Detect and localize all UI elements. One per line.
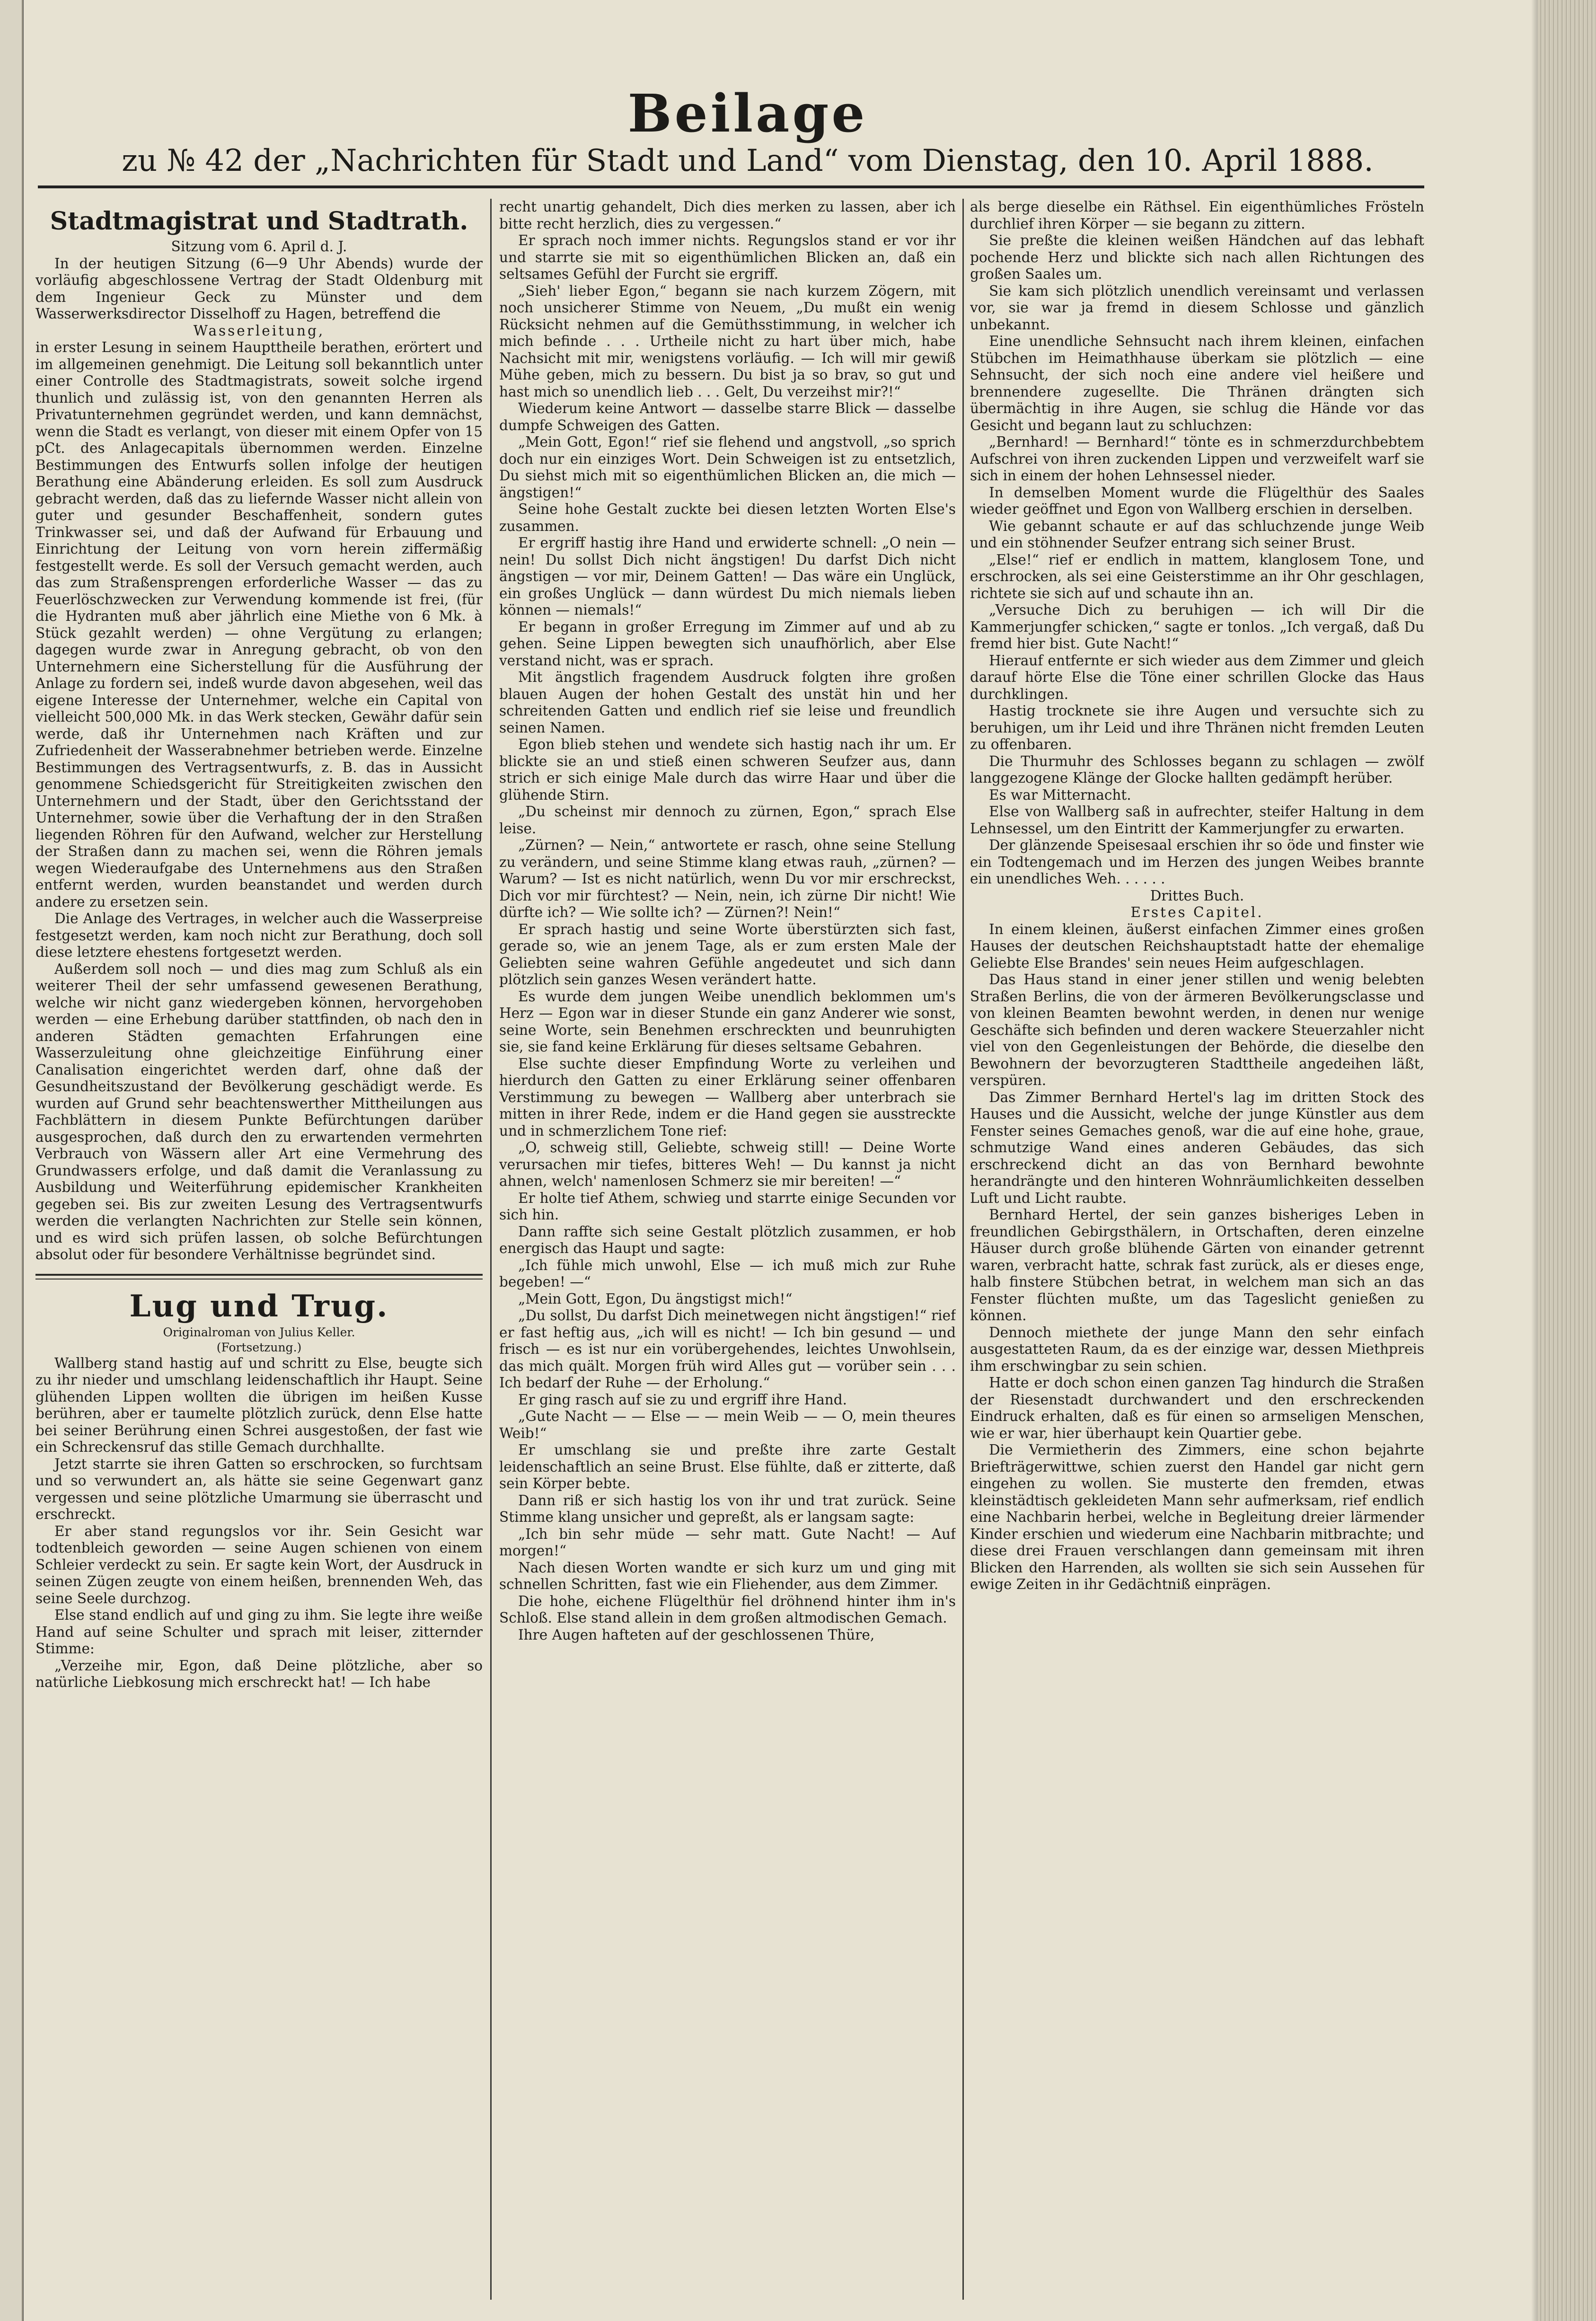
serial-paragraph: Dann riß er sich hastig los von ihr und trat zurück. Seine Stimme klang unsicher und gepreßt, als er langsam sagte: xyxy=(499,1492,956,1525)
article-paragraph: Außerdem soll noch — und dies mag zum Schluß als ein weiterer Theil der sehr umfassend gewesenen Berathung, welche wir nicht ganz wiedergeben können, hervorgehoben werden — eine Erhebung darüber stattfinden, ob nach den in anderen Städten gemachten Erfahrungen eine Wasserzuleitung ohne gleichzeitige Einführung einer Canalisation eingerichtet werden darf, ohne daß der Gesundheitszustand der Bevölkerung geschädigt werde. Es wurden auf Grund sehr beachtenswerther Mittheilungen aus Fachblättern in diesem Punkte Befürchtungen darüber ausgesprochen, daß durch den zu erwartenden vermehrten Verbrauch von Wässern aller Art eine Vermehrung des Grundwassers erfolge, und daß damit die Veranlassung zu Ausbildung und Weiterführung epidemischer Krankheiten gegeben sei. Bis zur zweiten Lesung des Vertragsentwurfs werden die verlangten Nachrichten zur Stelle sein können, und es wird sich prüfen lassen, ob solche Befürchtungen absolut oder für besondere Verhältnisse begründet sind. xyxy=(35,961,483,1262)
session-date: Sitzung vom 6. April d. J. xyxy=(171,238,347,255)
serial-title: Lug und Trug. xyxy=(129,1288,389,1324)
serial-paragraph: Hastig trocknete sie ihre Augen und versuchte sich zu beruhigen, um ihr Leid und ihre Thränen nicht fremden Leuten zu offenbaren. xyxy=(970,703,1424,752)
serial-paragraph: Else stand endlich auf und ging zu ihm. Sie legte ihre weiße Hand auf seine Schulter und sprach mit leiser, zitternder Stimme: xyxy=(35,1607,483,1657)
serial-paragraph: Er umschlang sie und preßte ihre zarte Gestalt leidenschaftlich an seine Brust. Else fühlte, daß er zitterte, daß sein Körper bebte. xyxy=(499,1442,956,1491)
article-paragraph: in erster Lesung in seinem Haupttheile berathen, erörtert und im allgemeinen genehmigt. Die Leitung soll bekanntlich unter einer Controlle des Stadtmagistrats, soweit solche irgend thunlich und zulässig ist, von den genannten Herren als Privatunternehmen gegründet werden, und kann demnächst, wenn die Stadt es verlangt, von dieser mit einem Opfer von 15 pCt. des Anlagecapitals übernommen werden. Einzelne Bestimmungen des Entwurfs sollen infolge der heutigen Berathung eine Abänderung erleiden. Es soll zum Ausdruck gebracht werden, daß das zu liefernde Wasser nicht allein von guter und gesunder Beschaffenheit, sondern gutes Trinkwasser sei, und daß der Aufwand für Erbauung und Einrichtung der Leitung von vorn herein ziffermäßig festgestellt werde. Es soll der Versuch gemacht werden, auch das zum Straßensprengen erforderliche Wasser — das zu Feuerlöschzwecken zur Verwendung kommende ist frei, (für die Hydranten muß aber jährlich eine Miethe von 6 Mk. à Stück gezahlt werden) — ohne Vergütung zu erlangen; dagegen wurde zwar in Anregung gebracht, ob von den Unternehmern eine Sicherstellung für die Ausführung der Anlage zu fordern sei, indeß wurde davon abgesehen, weil das eigene Interesse der Unternehmer, welche ein Capital von vielleicht 500,000 Mk. in das Werk stecken, Gewähr dafür sein werde, daß ihr Unternehmen nach Kräften und zur Zufriedenheit der Wasserabnehmer betrieben werde. Einzelne Bestimmungen des Vertragsentwurfs, z. B. das in Aussicht genommene Schiedsgericht für Streitigkeiten zwischen den Unternehmern und der Stadt, über den Gerichtsstand der Unternehmer, sowie über die Verhaftung der in den Straßen liegenden Röhren für den Aufwand, welcher zur Herstellung der Straßen dann zu machen sei, wenn die Röhren jemals wegen Wiederaufgabe des Unternehmens aus den Straßen entfernt werden, wurden beanstandet und werden durch andere zu ersetzen sein. xyxy=(35,339,483,910)
serial-paragraph: Dennoch miethete der junge Mann den sehr einfach ausgestatteten Raum, da es der einzige war, dessen Miethpreis ihm erschwingbar zu sein schien. xyxy=(970,1324,1424,1374)
serial-paragraph: Egon blieb stehen und wendete sich hastig nach ihr um. Er blickte sie an und stieß einen schweren Seufzer aus, dann strich er sich einige Male durch das wirre Haar und über die glühende Stirn. xyxy=(499,736,956,803)
serial-paragraph: Der glänzende Speisesaal erschien ihr so öde und finster wie ein Todtengemach und im Herzen des jungen Weibes brannte ein unendliches Weh. . . . . . xyxy=(970,837,1424,887)
serial-paragraph: Es war Mitternacht. xyxy=(989,786,1131,803)
serial-paragraph: Die hohe, eichene Flügelthür fiel dröhnend hinter ihm in's Schloß. Else stand allein in dem großen altmodischen Gemach. xyxy=(499,1593,956,1626)
serial-byline: Originalroman von Julius Keller. xyxy=(163,1325,355,1339)
serial-paragraph: Hierauf entfernte er sich wieder aus dem Zimmer und gleich darauf hörte Else die Töne einer schrillen Glocke das Haus durchklingen. xyxy=(970,652,1424,702)
serial-paragraph: In einem kleinen, äußerst einfachen Zimmer eines großen Hauses der deutschen Reichshauptstadt hatte der ehemalige Geliebte Else Brandes' sein neues Heim aufgeschlagen. xyxy=(970,921,1424,971)
chapter-heading: Erstes Capitel. xyxy=(1130,904,1264,920)
article-subhead: Wasserleitung, xyxy=(193,322,325,339)
serial-paragraph: Die Thurmuhr des Schlosses begann zu schlagen — zwölf langgezogene Klänge der Glocke hallten gedämpft herüber. xyxy=(970,753,1424,786)
column-rule-1 xyxy=(490,199,492,2300)
serial-paragraph: Die Vermietherin des Zimmers, eine schon bejahrte Briefträgerwittwe, schien zuerst den Handel gar nicht gern eingehen zu wollen. Sie musterte den fremden, etwas kleinstädtisch gekleideten Mann sehr aufmerksam, rief endlich eine Nachbarin herbei, welche in Begleitung dreier lärmender Kinder erschien und wiederum eine Nachbarin mitbrachte; und diese drei Frauen verschlangen dann gemeinsam mit ihren Blicken den Harrenden, als wollten sie sich sein Aussehen für ewige Zeiten in ihr Gedächtniß einprägen. xyxy=(970,1442,1424,1592)
serial-paragraph: „Else!“ rief er endlich in mattem, klanglosem Tone, und erschrocken, als sei eine Geisterstimme an ihr Ohr geschlagen, richtete sie sich auf und schaute ihn an. xyxy=(970,551,1424,601)
serial-paragraph: Nach diesen Worten wandte er sich kurz um und ging mit schnellen Schritten, fast wie ein Fliehender, aus dem Zimmer. xyxy=(499,1559,956,1592)
serial-paragraph: Seine hohe Gestalt zuckte bei diesen letzten Worten Else's zusammen. xyxy=(499,501,956,534)
issue-line: zu № 42 der „Nachrichten für Stadt und Land“ vom Dienstag, den 10. April 1888. xyxy=(122,143,1374,178)
serial-paragraph: „Ich fühle mich unwohl, Else — ich muß mich zur Ruhe begeben! —“ xyxy=(499,1257,956,1290)
serial-paragraph: Er begann in großer Erregung im Zimmer auf und ab zu gehen. Seine Lippen bewegten sich unaufhörlich, aber Else verstand nicht, was er sprach. xyxy=(499,618,956,669)
book-heading: Drittes Buch. xyxy=(1150,887,1244,904)
serial-paragraph: Else von Wallberg saß in aufrechter, steifer Haltung in dem Lehnsessel, um den Eintritt der Kammerjungfer zu erwarten. xyxy=(970,803,1424,837)
section-title: Stadtmagistrat und Stadtrath. xyxy=(50,207,468,236)
serial-paragraph: Er holte tief Athem, schwieg und starrte einige Secunden vor sich hin. xyxy=(499,1190,956,1223)
serial-paragraph: Das Zimmer Bernhard Hertel's lag im dritten Stock des Hauses und die Aussicht, welche der junge Künstler aus dem Fenster seines Gemaches genoß, war die auf eine hohe, graue, schmutzige Wand eines anderen Gebäudes, das sich erschreckend dicht an das von Bernhard bewohnte herandrängte und den hinteren Wohnräumlichkeiten desselben Luft und Licht raubte. xyxy=(970,1089,1424,1206)
serial-continuation: (Fortsetzung.) xyxy=(216,1340,302,1354)
serial-paragraph: Jetzt starrte sie ihren Gatten so erschrocken, so furchtsam und so verwundert an, als hätte sie seine Gegenwart ganz vergessen und seine plötzliche Umarmung sie überrascht und erschreckt. xyxy=(35,1456,483,1522)
serial-paragraph: „Bernhard! — Bernhard!“ tönte es in schmerzdurchbebtem Aufschrei von ihren zuckenden Lippen und verzweifelt warf sie sich in einem der hohen Lehnsessel nieder. xyxy=(970,434,1424,484)
serial-paragraph: Else suchte dieser Empfindung Worte zu verleihen und hierdurch den Gatten zu einer Erklärung seiner offenbaren Verstimmung zu bewegen — Wallberg aber unterbrach sie mitten in ihrer Rede, indem er die Hand gegen sie ausstreckte und in schmerzlichem Tone rief: xyxy=(499,1055,956,1139)
article-paragraph: In der heutigen Sitzung (6—9 Uhr Abends) wurde der vorläufig abgeschlossene Vertrag der Stadt Oldenburg mit dem Ingenieur Geck zu Münster und dem Wasserwerksdirector Disselhoff zu Hagen, betreffend die xyxy=(35,255,483,322)
stacked-page-edges xyxy=(1538,0,1596,2321)
column-2 xyxy=(499,199,956,2300)
column-3 xyxy=(970,199,1424,2300)
section-divider-thin xyxy=(35,1279,483,1280)
serial-paragraph: „Du scheinst mir dennoch zu zürnen, Egon,“ sprach Else leise. xyxy=(499,803,956,837)
serial-paragraph: recht unartig gehandelt, Dich dies merken zu lassen, aber ich bitte recht herzlich, dies zu vergessen.“ xyxy=(499,199,956,232)
left-page-edge xyxy=(0,0,23,2321)
serial-paragraph: Er ging rasch auf sie zu und ergriff ihre Hand. xyxy=(518,1391,847,1408)
serial-paragraph: Ihre Augen hafteten auf der geschlossenen Thüre, xyxy=(518,1626,875,1643)
serial-paragraph: Er sprach noch immer nichts. Regungslos stand er vor ihr und starrte sie mit so eigenthümlichen Blicken an, daß ein seltsames Gefühl der Furcht sie ergriff. xyxy=(499,232,956,282)
serial-paragraph: Wiederum keine Antwort — dasselbe starre Blick — dasselbe dumpfe Schweigen des Gatten. xyxy=(499,400,956,433)
serial-paragraph: Es wurde dem jungen Weibe unendlich beklommen um's Herz — Egon war in dieser Stunde ein ganz Anderer wie sonst, seine Worte, sein Benehmen erschreckten und beunruhigten sie, sie fand keine Erklärung für dieses seltsame Gebahren. xyxy=(499,988,956,1055)
serial-paragraph: Sie kam sich plötzlich unendlich vereinsamt und verlassen vor, sie war ja fremd in diesem Schlosse und gänzlich unbekannt. xyxy=(970,282,1424,333)
serial-paragraph: Wie gebannt schaute er auf das schluchzende junge Weib und ein stöhnender Seufzer entrang sich seiner Brust. xyxy=(970,518,1424,551)
section-divider xyxy=(35,1274,483,1276)
masthead xyxy=(28,85,1467,180)
serial-paragraph: „Gute Nacht — — Else — — mein Weib — — O, mein theures Weib!“ xyxy=(499,1408,956,1441)
serial-paragraph: „O, schweig still, Geliebte, schweig still! — Deine Worte verursachen mir tiefes, bitteres Weh! — Du kannst ja nicht ahnen, welch' namenlosen Schmerz sie mir bereiten! —“ xyxy=(499,1139,956,1189)
serial-paragraph: „Verzeihe mir, Egon, daß Deine plötzliche, aber so natürliche Liebkosung mich erschreckt hat! — Ich habe xyxy=(35,1657,483,1690)
serial-paragraph: „Du sollst, Du darfst Dich meinetwegen nicht ängstigen!“ rief er fast heftig aus, „ich will es nicht! — Ich bin gesund — und frisch — es ist nur ein vorübergehendes, leichtes Unwohlsein, das mich quält. Morgen früh wird Alles gut — vorüber sein . . . Ich bedarf der Ruhe — der Erholung.“ xyxy=(499,1307,956,1391)
supplement-title: Beilage xyxy=(627,83,868,144)
article-paragraph: Die Anlage des Vertrages, in welcher auch die Wasserpreise festgesetzt werden, kam noch nicht zur Berathung, doch soll diese letztere ehestens fortgesetzt werden. xyxy=(35,910,483,960)
serial-paragraph: als berge dieselbe ein Räthsel. Ein eigenthümliches Frösteln durchlief ihren Körper — sie begann zu zittern. xyxy=(970,199,1424,232)
serial-paragraph: Das Haus stand in einer jener stillen und wenig belebten Straßen Berlins, die von der ärmeren Bevölkerungsclasse und von kleinen Beamten bewohnt werden, in denen nur wenige Geschäfte sich befinden und deren wackere Steuerzahler nicht viel von den Gegenleistungen der Behörde, die dieselbe den Bewohnern der bevorzugteren Stadttheile angedeihen läßt, verspüren. xyxy=(970,971,1424,1088)
header-rule xyxy=(38,185,1424,188)
serial-paragraph: „Mein Gott, Egon, Du ängstigst mich!“ xyxy=(518,1290,793,1307)
serial-paragraph: „Zürnen? — Nein,“ antwortete er rasch, ohne seine Stellung zu verändern, und seine Stimme klang etwas rauh, „zürnen? — Warum? — Ist es nicht natürlich, wenn Du vor mir erschreckst, Dich vor mir fürchtest? — Nein, nein, ich zürne Dir nicht! Wie dürfte ich? — Wie sollte ich? — Zürnen?! Nein!“ xyxy=(499,837,956,920)
serial-paragraph: Dann raffte sich seine Gestalt plötzlich zusammen, er hob energisch das Haupt und sagte: xyxy=(499,1223,956,1256)
serial-paragraph: Sie preßte die kleinen weißen Händchen auf das lebhaft pochende Herz und blickte sich nach allen Richtungen des großen Saales um. xyxy=(970,232,1424,282)
serial-paragraph: Er aber stand regungslos vor ihr. Sein Gesicht war todtenbleich geworden — seine Augen schienen von einem Schleier verdeckt zu sein. Er sagte kein Wort, der Ausdruck in seinen Zügen zeugte von einem heißen, brennenden Weh, das seine Seele durchzog. xyxy=(35,1523,483,1606)
serial-paragraph: In demselben Moment wurde die Flügelthür des Saales wieder geöffnet und Egon von Wallberg erschien in derselben. xyxy=(970,484,1424,517)
serial-paragraph: Hatte er doch schon einen ganzen Tag hindurch die Straßen der Riesenstadt durchwandert und den erschreckenden Eindruck erhalten, daß es für einen so armseligen Menschen, wie er war, hier überhaupt kein Quartier gebe. xyxy=(970,1375,1424,1441)
column-1 xyxy=(35,199,483,2300)
serial-paragraph: Er ergriff hastig ihre Hand und erwiderte schnell: „O nein — nein! Du sollst Dich nicht ängstigen! Du darfst Dich nicht ängstigen — vor mir, Deinem Gatten! — Das wäre ein Unglück, ein großes Unglück — dann würdest Du mich niemals lieben können — niemals!“ xyxy=(499,535,956,618)
serial-paragraph: „Sieh' lieber Egon,“ begann sie nach kurzem Zögern, mit noch unsicherer Stimme von Neuem, „Du mußt ein wenig Rücksicht nehmen auf die Gemüthsstimmung, in welcher ich mich befinde . . . Urtheile nicht zu hart über mich, habe Nachsicht mit mir, wenigstens vorläufig. — Ich will mir gewiß Mühe geben, mich zu bessern. Du bist ja so brav, so gut und hast mich so unendlich lieb . . . Gelt, Du verzeihst mir?!“ xyxy=(499,282,956,400)
serial-paragraph: „Mein Gott, Egon!“ rief sie flehend und angstvoll, „so sprich doch nur ein einziges Wort. Dein Schweigen ist zu entsetzlich, Du siehst mich mit so eigenthümlichen Blicken an, die mich — ängstigen!“ xyxy=(499,434,956,501)
serial-paragraph: Eine unendliche Sehnsucht nach ihrem kleinen, einfachen Stübchen im Heimathhause überkam sie plötzlich — eine Sehnsucht, der sich noch eine andere viel heißere und brennendere zugesellte. Die Thränen drängten sich übermächtig in ihre Augen, sie schlug die Hände vor das Gesicht und begann laut zu schluchzen: xyxy=(970,333,1424,433)
serial-paragraph: Er sprach hastig und seine Worte überstürzten sich fast, gerade so, wie an jenem Tage, als er zum ersten Male der Geliebten seine wahren Gefühle angedeutet und sich dann plötzlich sein ganzes Wesen verändert hatte. xyxy=(499,921,956,988)
serial-paragraph: „Versuche Dich zu beruhigen — ich will Dir die Kammerjungfer schicken,“ sagte er tonlos. „Ich vergaß, daß Du fremd hier bist. Gute Nacht!“ xyxy=(970,602,1424,652)
serial-paragraph: Wallberg stand hastig auf und schritt zu Else, beugte sich zu ihr nieder und umschlang leidenschaftlich ihr Haupt. Seine glühenden Lippen wollten die übrigen im heißen Kusse berühren, aber er taumelte plötzlich zurück, denn Else hatte bei seiner Berührung einen Schrei ausgestoßen, der fast wie ein Schreckensruf das stille Gemach durchhallte. xyxy=(35,1355,483,1455)
column-rule-2 xyxy=(962,199,964,2300)
serial-paragraph: „Ich bin sehr müde — sehr matt. Gute Nacht! — Auf morgen!“ xyxy=(499,1526,956,1559)
serial-paragraph: Bernhard Hertel, der sein ganzes bisheriges Leben in freundlichen Gebirgsthälern, in Ortschaften, deren einzelne Häuser durch große blühende Gärten von einander getrennt waren, verbracht hatte, schrak fast zurück, als er dieses enge, halb finstere Stübchen betrat, in welchem man sich an das Fenster flüchten mußte, um das Tageslicht genießen zu können. xyxy=(970,1207,1424,1324)
serial-paragraph: Mit ängstlich fragendem Ausdruck folgten ihre großen blauen Augen der hohen Gestalt des unstät hin und her schreitenden Gatten und endlich rief sie leise und freundlich seinen Namen. xyxy=(499,669,956,736)
